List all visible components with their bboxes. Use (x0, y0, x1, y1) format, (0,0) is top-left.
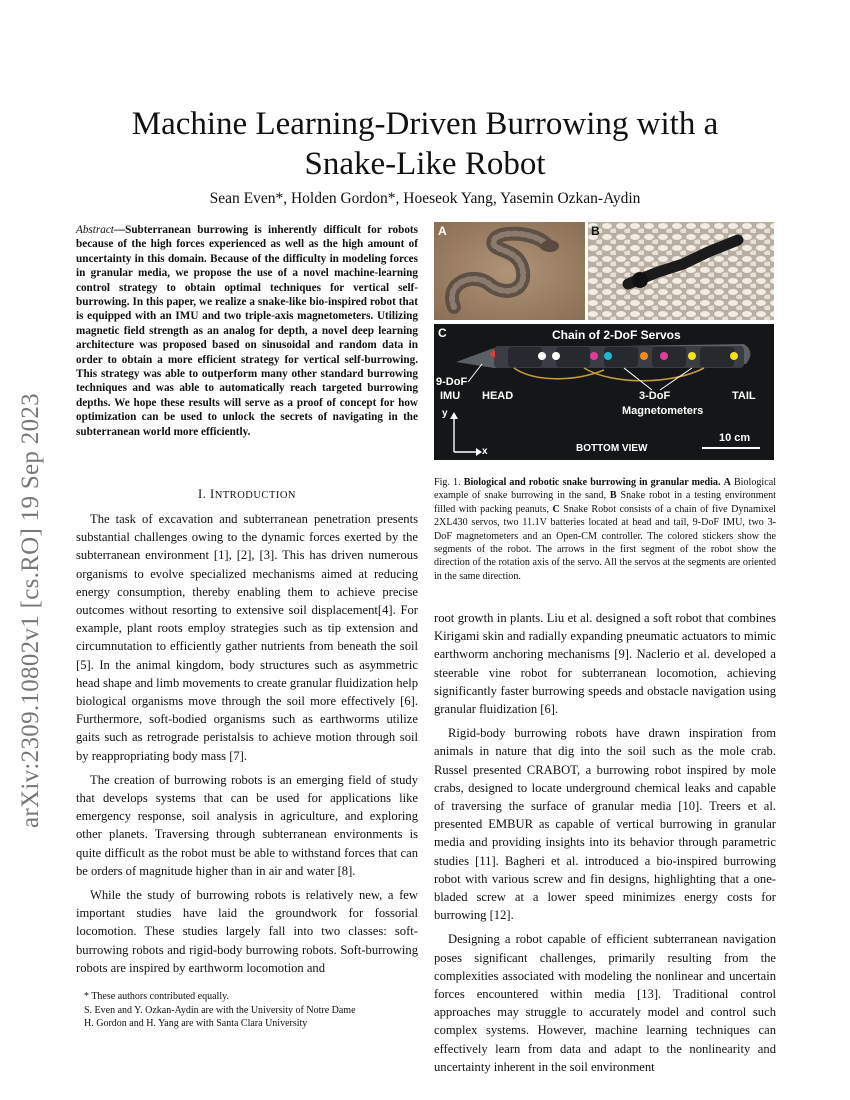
section-numeral: I. (197, 487, 207, 501)
author-list: Sean Even*, Holden Gordon*, Hoeseok Yang, Yasemin Ozkan-Aydin (209, 190, 641, 207)
axis-x-label: x (482, 446, 488, 457)
footnotes (76, 990, 418, 1031)
caption-panel-b: B (609, 490, 617, 502)
caption-panel-c: C (552, 503, 560, 515)
paragraph: The task of excavation and subterranean penetration presents substantial challenges owing to the dynamic forces exerted by the subterranean environment [1], [2], [3]. This has driven numerous organisms to evolve specialized mechanisms aimed at reducing energy consumption, thereby enabling them to achieve precise outcomes without resorting to extensive soil displacement[4]. For example, plant roots employ strategies such as tip extension and circumnutation to efficiently gather nutrients from beneath the soil [5]. In the animal kingdom, body structures such as asymmetric head shape and limb movements to create granular fluidization help biological organisms move through the soil more effectively [6]. Furthermore, soft-bodied organisms such as earthworms utilize gaits such as retrograde peristalsis to achieve motion through soil by reappropriating body mass [7]. (76, 512, 418, 763)
abstract-text: —Subterranean burrowing is inherently difficult for robots because of the high forces experienced as well as the high amount of uncertainty in this domain. Because of the difficulty in modeling forces in granular media, we propose the use of a novel machine-learning control strategy to obtain optimal techniques for vertical self-burrowing. In this paper, we realize a snake-like bio-inspired robot that is equipped with an IMU and two triple-axis magnetometers. Utilizing magnetic field strength as an analog for depth, a novel deep learning architecture was proposed based on sinusoidal and random data in order to obtain a more efficient strategy for vertical self-burrowing. This strategy was able to outperform many other standard burrowing techniques and was able to automatically reach targeted burrowing depths. We hope these results will serve as a proof of concept for how optimization can be used to unlock the secrets of navigating in the subterranean world more efficiently. (76, 224, 418, 438)
caption-label: Fig. 1. (434, 477, 461, 488)
servo-chain-label: Chain of 2-DoF Servos (552, 328, 681, 342)
figure-panel-a-snake-photo (434, 222, 585, 320)
section-heading-first-letter: I (209, 487, 215, 501)
scale-bar-label: 10 cm (719, 432, 751, 444)
paper-title (60, 104, 790, 184)
figure-panel-b-robot-peanuts (588, 222, 774, 320)
panel-a-label: A (438, 224, 447, 238)
arxiv-identifier (8, 290, 48, 830)
snake-illustration (434, 222, 585, 320)
caption-text-c: Snake Robot consists of a chain of five Dynamixel 2XL430 servos, two 11.1V batteries located at head and tail, 9-DoF IMU, two 3-DoF magnetometers and an Open-CM controller. The colored stickers show the segments of the robot. The arrows in the first segment of the robot show the direction of the rotation axis of the servo. All the servos at the segments are oriented in the same direction. (434, 503, 776, 582)
footnote-equal-contribution: * These authors contributed equally. (84, 991, 229, 1002)
footnote-affiliation-nd: S. Even and Y. Ozkan-Aydin are with the University of Notre Dame (84, 1004, 356, 1016)
caption-title: Biological and robotic snake burrowing in granular media. (463, 477, 721, 488)
bottom-view-label: BOTTOM VIEW (576, 443, 648, 454)
paragraph: root growth in plants. Liu et al. designed a soft robot that combines Kirigami skin and radially expanding pneumatic actuators to mimic earthworm anchoring mechanisms [9]. Naclerio et al. developed a steerable vine robot for subterranean locomotion, achieving significantly faster burrowing speeds and obstacle navigation using granular fluidization [6]. (434, 611, 776, 717)
tail-label: TAIL (732, 390, 756, 402)
magnetometer-label-line2: Magnetometers (622, 405, 704, 417)
section-heading-introduction (76, 487, 418, 502)
imu-label-line1: 9-DoF (436, 376, 468, 388)
axis-y-label: y (442, 408, 448, 419)
head-label: HEAD (482, 390, 514, 402)
abstract (76, 223, 418, 439)
imu-label-line2: IMU (440, 390, 461, 402)
abstract-label: Abstract (76, 224, 114, 236)
paragraph: The creation of burrowing robots is an emerging field of study that develops systems that can be used for applications like emergency response, soil analysis in agriculture, and exploring other planets. Traversing through subterranean environments is quite difficult as the robot must be able to withstand forces that can be orders of magnitude higher than in air and water [8]. (76, 772, 418, 878)
paragraph: While the study of burrowing robots is relatively new, a few important studies have laid the groundwork for fossorial locomotion. These studies largely fall into two classes: soft-burrowing robots and rigid-body burrowing robots. Soft-burrowing robots are inspired by earthworm locomotion and (76, 888, 418, 975)
paragraph: Designing a robot capable of efficient subterranean navigation poses significant challenges, primarily resulting from the complexities associated with modeling the nonlinear and uncertain forces encountered within media [13]. Traditional control approaches may struggle to accurately model and control such complex systems. However, machine learning techniques can effectively learn from data and adapt to the nonlinearity and uncertainty inherent in the soil environment (434, 932, 776, 1074)
caption-text-a: Biological example of snake burrowing in the sand, (434, 477, 776, 502)
title-line-2: Snake-Like Robot (304, 146, 546, 182)
caption-panel-a: A (723, 477, 731, 488)
introduction-left-column (76, 510, 418, 977)
packing-peanuts-illustration (588, 222, 774, 320)
section-heading-rest: NTRODUCTION (214, 490, 297, 501)
caption-text-b: Snake robot in a testing environment filled with packing peanuts, (434, 490, 776, 515)
figure-1 (434, 222, 774, 460)
footnote-affiliation-scu: H. Gordon and H. Yang are with Santa Clara University (84, 1018, 308, 1030)
panel-b-label: B (591, 224, 600, 238)
paragraph: Rigid-body burrowing robots have drawn inspiration from animals in nature that dig into the soil such as the mole crab. Russel presented CRABOT, a burrowing robot inspired by mole crabs, designed to locate underground chemical leaks and capable of traversing the surface of granular media [10]. Treers et al. presented EMBUR as capable of vertical burrowing in granular media and providing insights into its behavior through parametric studies [11]. Bagheri et al. introduced a bio-inspired burrowing robot with various screw and fin designs, highlighting that a one-bladed screw at a lower speed minimizes energy costs for burrowing [12]. (434, 726, 776, 923)
figure-panel-c-robot-diagram (434, 324, 774, 460)
introduction-right-column (434, 609, 776, 1076)
figure-1-caption (434, 476, 776, 583)
magnetometer-label-line1: 3-DoF (639, 390, 671, 402)
arxiv-id-text: arXiv:2309.10802v1 [cs.RO] 19 Sep 2023 (17, 393, 44, 828)
panel-c-label: C (438, 326, 447, 340)
title-line-1: Machine Learning-Driven Burrowing with a (131, 106, 719, 142)
